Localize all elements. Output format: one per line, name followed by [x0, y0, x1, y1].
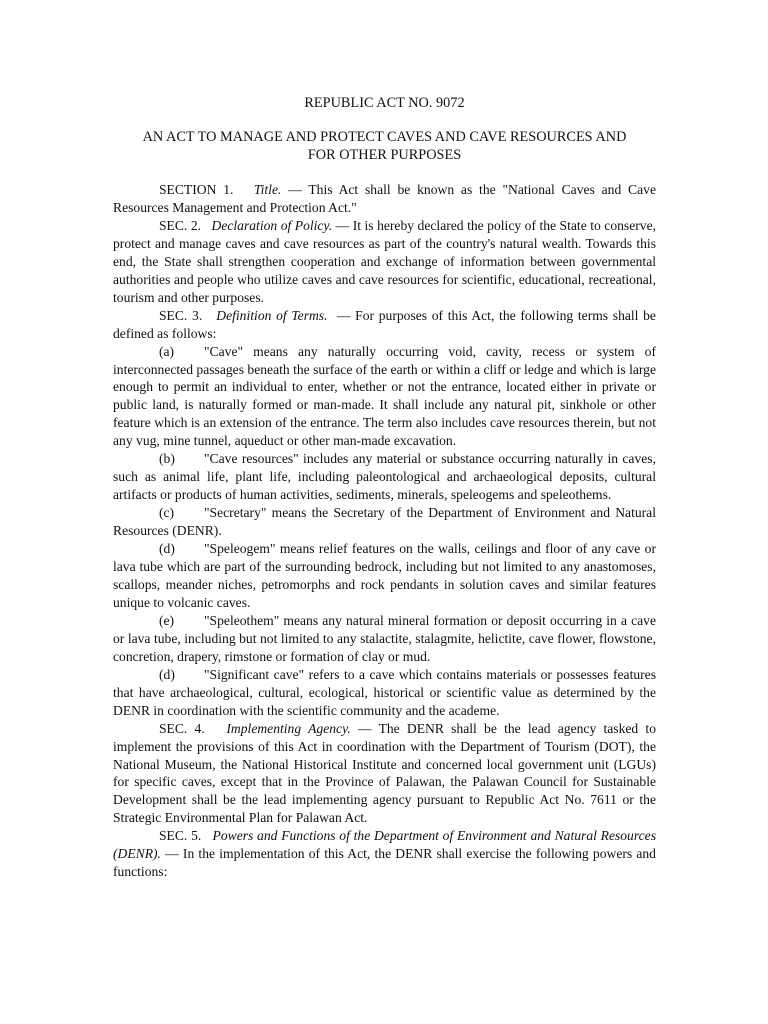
- definition-item-text: "Cave resources" includes any material or substance occurring naturally in caves, such as animal life, plant life, including paleontological and archaeological deposits, cultural artifacts or products of human activities, sediments, minerals, speleogems and speleothems.: [113, 451, 656, 503]
- section-2: [113, 217, 656, 307]
- section-5-text: — In the implementation of this Act, the DENR shall exercise the following powers and functions:: [113, 846, 656, 880]
- definition-item-text: "Cave" means any naturally occurring void, cavity, recess or system of interconnected passages beneath the surface of the earth or within a cliff or ledge and which is large enough to permit an individual to enter, whether or not the entrance, located either in private or public land, is naturally formed or man-made. It shall include any natural pit, sinkhole or other feature which is an extension of the entrance. The term also includes cave resources therein, but not any vug, mine tunnel, aqueduct or other man-made excavation.: [113, 343, 656, 449]
- definition-item: [113, 540, 656, 612]
- definition-item: [113, 450, 656, 504]
- definition-item: [113, 343, 656, 451]
- act-number: REPUBLIC ACT NO. 9072: [304, 95, 465, 111]
- definition-item-label: (d): [159, 666, 175, 682]
- section-5-label: SEC. 5.: [159, 828, 202, 844]
- section-3: [113, 307, 656, 343]
- definition-item-text: "Speleothem" means any natural mineral formation or deposit occurring in a cave or lava tube, including but not limited to any stalactite, stalagmite, helictite, cave flower, flowstone, concretion, drapery, rimstone or formation of clay or mud.: [113, 612, 656, 664]
- section-1-label: SECTION 1.: [159, 182, 234, 197]
- definition-item-label: (b): [159, 451, 175, 467]
- definition-item-text: "Significant cave" refers to a cave which contains materials or possesses features that have archaeological, cultural, ecological, historical or scientific value as determined by the DENR in coordination with the scientific community and the academe.: [113, 666, 656, 718]
- section-3-label: SEC. 3.: [159, 307, 203, 323]
- section-4: [113, 720, 656, 828]
- section-3-heading: Definition of Terms.: [216, 307, 328, 323]
- definition-item: [113, 504, 656, 540]
- definition-item: [113, 612, 656, 666]
- definition-item-label: (a): [159, 343, 175, 359]
- act-title-line-2: FOR OTHER PURPOSES: [307, 147, 462, 163]
- section-3-text: — For purposes of this Act, the following terms shall be defined as follows:: [113, 307, 656, 341]
- section-4-heading: Implementing Agency.: [226, 720, 351, 736]
- section-2-heading: Declaration of Policy.: [211, 217, 333, 233]
- section-1-heading: Title.: [253, 182, 282, 197]
- section-2-label: SEC. 2.: [159, 217, 202, 233]
- definition-item-label: (e): [159, 612, 175, 628]
- definition-item: [113, 666, 656, 720]
- act-title: [113, 128, 656, 164]
- section-5: [113, 827, 656, 881]
- section-4-label: SEC. 4.: [159, 720, 205, 736]
- definition-item-text: "Secretary" means the Secretary of the Department of Environment and Natural Resources (DENR).: [113, 505, 656, 539]
- definition-item-label: (c): [159, 505, 175, 521]
- section-5-heading: Powers and Functions of the Department of Environment and Natural Resources (DENR).: [113, 828, 656, 862]
- section-4-text: — The DENR shall be the lead agency tasked to implement the provisions of this Act in coordination with the Department of Tourism (DOT), the National Museum, the National Historical Institute and concerned local government unit (LGUs) for specific caves, except that in the Province of Palawan, the Palawan Council for Sustainable Development shall be the lead implementing agency pursuant to Republic Act No. 7611 or the Strategic Environmental Plan for Palawan Act.: [113, 720, 656, 826]
- section-1-text: — This Act shall be known as the "National Caves and Cave Resources Management and Protection Act.": [113, 182, 656, 215]
- definition-item-text: "Speleogem" means relief features on the walls, ceilings and floor of any cave or lava tube which are part of the surrounding bedrock, including but not limited to any anastomoses, scallops, meander niches, petromorphs and rock pendants in solution caves and similar features unique to volcanic caves.: [113, 541, 656, 610]
- act-title-line-1: AN ACT TO MANAGE AND PROTECT CAVES AND CAVE RESOURCES AND: [142, 129, 627, 145]
- section-1: [113, 181, 656, 217]
- definition-item-label: (d): [159, 541, 175, 557]
- section-2-text: — It is hereby declared the policy of the State to conserve, protect and manage caves and cave resources as part of the country's natural wealth. Towards this end, the State shall strengthen cooperation and exchange of information between governmental authorities and people who utilize caves and cave resources for scientific, educational, recreational, tourism and other purposes.: [113, 217, 657, 305]
